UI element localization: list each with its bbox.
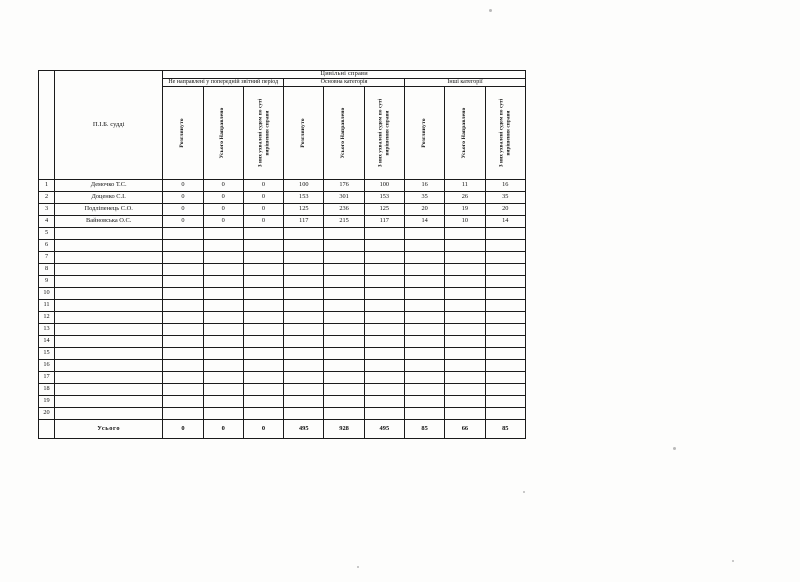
- data-cell: [485, 336, 525, 348]
- data-cell: [203, 384, 243, 396]
- data-cell: [203, 336, 243, 348]
- row-number: 16: [39, 360, 55, 372]
- data-cell: [324, 240, 364, 252]
- data-cell: [203, 276, 243, 288]
- total-value: 928: [324, 420, 364, 439]
- corner-cell-blank: [39, 71, 55, 180]
- data-cell: 35: [485, 192, 525, 204]
- data-cell: [243, 276, 283, 288]
- data-cell: [485, 288, 525, 300]
- subheader-adopted-by-court-1: З них ухвалені судом по суті вирішення справи: [243, 87, 283, 180]
- group-header-not-sent: Не направлені у попередній звітний період: [163, 78, 284, 87]
- data-cell: [284, 396, 324, 408]
- data-cell: [324, 312, 364, 324]
- subheader-total-sent-3: Усього Направлено: [445, 87, 485, 180]
- data-cell: [324, 300, 364, 312]
- data-cell: [243, 372, 283, 384]
- judge-name-cell: [55, 384, 163, 396]
- data-cell: [163, 228, 203, 240]
- data-cell: [364, 276, 404, 288]
- data-cell: [243, 336, 283, 348]
- data-cell: 0: [243, 192, 283, 204]
- judge-name-cell: [55, 408, 163, 420]
- data-cell: [485, 360, 525, 372]
- data-cell: [404, 396, 444, 408]
- table-row: [39, 372, 526, 384]
- data-cell: [324, 324, 364, 336]
- data-cell: [445, 264, 485, 276]
- data-cell: [445, 312, 485, 324]
- judge-name-cell: [55, 264, 163, 276]
- data-cell: 0: [243, 216, 283, 228]
- data-cell: 301: [324, 192, 364, 204]
- row-number: 20: [39, 408, 55, 420]
- row-number: 3: [39, 204, 55, 216]
- row-number: 10: [39, 288, 55, 300]
- data-cell: [445, 276, 485, 288]
- judge-name-header: П.І.Б. судді: [55, 71, 163, 180]
- data-cell: [163, 300, 203, 312]
- row-number: 19: [39, 396, 55, 408]
- data-cell: 10: [445, 216, 485, 228]
- total-row-number: [39, 420, 55, 439]
- row-number: 9: [39, 276, 55, 288]
- table-body: [39, 180, 526, 420]
- data-cell: [284, 360, 324, 372]
- data-cell: [404, 264, 444, 276]
- data-cell: [163, 372, 203, 384]
- data-cell: 14: [404, 216, 444, 228]
- data-cell: [284, 372, 324, 384]
- data-cell: 14: [485, 216, 525, 228]
- data-cell: [163, 360, 203, 372]
- judge-name-cell: [55, 348, 163, 360]
- judge-name-cell: [55, 324, 163, 336]
- scan-speck: [673, 447, 676, 450]
- judge-name-cell: Доценко С.І.: [55, 192, 163, 204]
- data-cell: [324, 288, 364, 300]
- data-cell: [364, 252, 404, 264]
- data-cell: [203, 372, 243, 384]
- row-number: 1: [39, 180, 55, 192]
- table-row: [39, 384, 526, 396]
- row-number: 11: [39, 300, 55, 312]
- judge-name-cell: [55, 336, 163, 348]
- data-cell: [284, 276, 324, 288]
- table-row: [39, 324, 526, 336]
- judge-name-cell: [55, 240, 163, 252]
- data-cell: [364, 372, 404, 384]
- total-row: [39, 420, 526, 439]
- data-cell: [445, 360, 485, 372]
- data-cell: [284, 408, 324, 420]
- data-cell: [364, 408, 404, 420]
- data-cell: [243, 396, 283, 408]
- data-cell: [324, 276, 364, 288]
- scan-speck: [357, 566, 359, 568]
- data-cell: [485, 348, 525, 360]
- data-cell: [324, 396, 364, 408]
- row-number: 12: [39, 312, 55, 324]
- data-cell: 0: [243, 204, 283, 216]
- data-cell: [284, 348, 324, 360]
- data-cell: [243, 228, 283, 240]
- data-cell: [203, 252, 243, 264]
- data-cell: [163, 240, 203, 252]
- total-value: 85: [404, 420, 444, 439]
- data-cell: [364, 300, 404, 312]
- data-cell: [284, 240, 324, 252]
- data-cell: [485, 300, 525, 312]
- table-row: [39, 312, 526, 324]
- judge-name-cell: [55, 288, 163, 300]
- data-cell: [203, 408, 243, 420]
- data-cell: [485, 264, 525, 276]
- table-header: [39, 71, 526, 180]
- row-number: 17: [39, 372, 55, 384]
- data-cell: [404, 384, 444, 396]
- data-cell: 16: [404, 180, 444, 192]
- data-cell: [404, 336, 444, 348]
- scan-speck: [523, 491, 525, 493]
- row-number: 13: [39, 324, 55, 336]
- subheader-adopted-by-court-2: З них ухвалені судом по суті вирішення справи: [364, 87, 404, 180]
- scan-speck: [489, 9, 492, 12]
- data-cell: [203, 264, 243, 276]
- table-row: [39, 228, 526, 240]
- data-cell: [284, 228, 324, 240]
- data-cell: 19: [445, 204, 485, 216]
- data-cell: [485, 396, 525, 408]
- data-cell: 20: [404, 204, 444, 216]
- data-cell: [284, 312, 324, 324]
- total-label: Усього: [55, 420, 163, 439]
- data-cell: [485, 312, 525, 324]
- data-cell: 0: [163, 216, 203, 228]
- data-cell: 35: [404, 192, 444, 204]
- data-cell: [243, 312, 283, 324]
- data-cell: 117: [364, 216, 404, 228]
- data-cell: 0: [163, 180, 203, 192]
- data-cell: [445, 384, 485, 396]
- report-table-container: [38, 70, 526, 439]
- data-cell: 0: [203, 180, 243, 192]
- data-cell: [324, 336, 364, 348]
- top-group-header: Цивільні справи: [163, 71, 526, 79]
- data-cell: [445, 324, 485, 336]
- data-cell: [364, 324, 404, 336]
- data-cell: 153: [284, 192, 324, 204]
- judge-name-cell: Демочко Т.С.: [55, 180, 163, 192]
- data-cell: [445, 240, 485, 252]
- subheader-considered-2: Розглянуто: [284, 87, 324, 180]
- data-cell: [404, 408, 444, 420]
- data-cell: 16: [485, 180, 525, 192]
- data-cell: 0: [203, 216, 243, 228]
- scan-speck: [732, 560, 734, 562]
- row-number: 6: [39, 240, 55, 252]
- judge-name-cell: [55, 396, 163, 408]
- subheader-considered-3: Розглянуто: [404, 87, 444, 180]
- table-row: [39, 348, 526, 360]
- subheader-adopted-by-court-3: З них ухвалені судом по суті вирішення справи: [485, 87, 525, 180]
- data-cell: [404, 288, 444, 300]
- data-cell: [163, 312, 203, 324]
- total-value: 495: [284, 420, 324, 439]
- data-cell: [163, 288, 203, 300]
- data-cell: 117: [284, 216, 324, 228]
- total-value: 0: [203, 420, 243, 439]
- total-value: 495: [364, 420, 404, 439]
- data-cell: [364, 312, 404, 324]
- data-cell: [203, 396, 243, 408]
- table-row: [39, 216, 526, 228]
- group-header-other-categories: Інші категорії: [404, 78, 525, 87]
- data-cell: [284, 300, 324, 312]
- data-cell: [163, 348, 203, 360]
- row-number: 18: [39, 384, 55, 396]
- data-cell: [324, 228, 364, 240]
- data-cell: [404, 360, 444, 372]
- data-cell: [324, 384, 364, 396]
- data-cell: [404, 372, 444, 384]
- table-row: [39, 360, 526, 372]
- data-cell: 215: [324, 216, 364, 228]
- judge-name-cell: [55, 252, 163, 264]
- data-cell: [284, 264, 324, 276]
- subheader-total-sent-2: Усього Направлено: [324, 87, 364, 180]
- table-row: [39, 264, 526, 276]
- data-cell: [324, 360, 364, 372]
- data-cell: [163, 324, 203, 336]
- data-cell: [324, 348, 364, 360]
- data-cell: 125: [284, 204, 324, 216]
- data-cell: [284, 336, 324, 348]
- table-row: [39, 252, 526, 264]
- table-row: [39, 276, 526, 288]
- table-row: [39, 180, 526, 192]
- data-cell: 0: [163, 192, 203, 204]
- judge-name-cell: Вайновська О.С.: [55, 216, 163, 228]
- table-row: [39, 408, 526, 420]
- data-cell: [203, 348, 243, 360]
- data-cell: 153: [364, 192, 404, 204]
- data-cell: [404, 276, 444, 288]
- data-cell: [243, 324, 283, 336]
- row-number: 15: [39, 348, 55, 360]
- data-cell: [485, 252, 525, 264]
- data-cell: [243, 264, 283, 276]
- data-cell: [163, 408, 203, 420]
- data-cell: [445, 396, 485, 408]
- table-row: [39, 240, 526, 252]
- data-cell: 0: [203, 192, 243, 204]
- total-value: 0: [243, 420, 283, 439]
- table-row: [39, 192, 526, 204]
- data-cell: [364, 396, 404, 408]
- data-cell: [284, 252, 324, 264]
- judge-name-cell: [55, 360, 163, 372]
- data-cell: [163, 396, 203, 408]
- data-cell: [364, 264, 404, 276]
- data-cell: [404, 228, 444, 240]
- data-cell: [404, 324, 444, 336]
- data-cell: 0: [243, 180, 283, 192]
- judge-name-cell: [55, 312, 163, 324]
- data-cell: [324, 372, 364, 384]
- data-cell: [163, 264, 203, 276]
- table-row: [39, 336, 526, 348]
- data-cell: 0: [203, 204, 243, 216]
- data-cell: [163, 384, 203, 396]
- data-cell: [445, 336, 485, 348]
- data-cell: [364, 240, 404, 252]
- data-cell: [445, 372, 485, 384]
- data-cell: [203, 300, 243, 312]
- data-cell: [324, 264, 364, 276]
- data-cell: [445, 228, 485, 240]
- data-cell: [364, 360, 404, 372]
- data-cell: [203, 360, 243, 372]
- data-cell: [163, 276, 203, 288]
- data-cell: [243, 288, 283, 300]
- total-value: 85: [485, 420, 525, 439]
- data-cell: [243, 408, 283, 420]
- data-cell: [243, 348, 283, 360]
- data-cell: [404, 312, 444, 324]
- judge-name-cell: [55, 300, 163, 312]
- judge-name-cell: Подліпенець С.О.: [55, 204, 163, 216]
- data-cell: [364, 228, 404, 240]
- data-cell: [243, 360, 283, 372]
- data-cell: [243, 300, 283, 312]
- group-header-main-category: Основна категорія: [284, 78, 405, 87]
- data-cell: [485, 384, 525, 396]
- data-cell: [404, 240, 444, 252]
- table-row: [39, 288, 526, 300]
- data-cell: [163, 252, 203, 264]
- data-cell: 20: [485, 204, 525, 216]
- data-cell: 100: [284, 180, 324, 192]
- data-cell: [445, 252, 485, 264]
- data-cell: [163, 336, 203, 348]
- data-cell: [445, 408, 485, 420]
- table-row: [39, 204, 526, 216]
- data-cell: [203, 312, 243, 324]
- data-cell: [485, 276, 525, 288]
- row-number: 2: [39, 192, 55, 204]
- data-cell: [364, 288, 404, 300]
- data-cell: 0: [163, 204, 203, 216]
- data-cell: [203, 228, 243, 240]
- data-cell: [364, 348, 404, 360]
- judges-civil-cases-table: [38, 70, 526, 439]
- data-cell: [243, 384, 283, 396]
- data-cell: [324, 408, 364, 420]
- judge-name-cell: [55, 276, 163, 288]
- data-cell: 236: [324, 204, 364, 216]
- data-cell: [404, 252, 444, 264]
- row-number: 5: [39, 228, 55, 240]
- row-number: 4: [39, 216, 55, 228]
- data-cell: 125: [364, 204, 404, 216]
- row-number: 14: [39, 336, 55, 348]
- data-cell: [404, 300, 444, 312]
- header-row-top-group: [39, 71, 526, 79]
- data-cell: [243, 252, 283, 264]
- data-cell: 176: [324, 180, 364, 192]
- table-row: [39, 396, 526, 408]
- data-cell: [485, 408, 525, 420]
- table-row: [39, 300, 526, 312]
- data-cell: [485, 372, 525, 384]
- row-number: 8: [39, 264, 55, 276]
- data-cell: [445, 348, 485, 360]
- judge-name-cell: [55, 228, 163, 240]
- data-cell: [485, 228, 525, 240]
- subheader-considered-1: Розглянуто: [163, 87, 203, 180]
- data-cell: [364, 336, 404, 348]
- data-cell: [445, 300, 485, 312]
- data-cell: 100: [364, 180, 404, 192]
- total-value: 0: [163, 420, 203, 439]
- data-cell: [284, 324, 324, 336]
- row-number: 7: [39, 252, 55, 264]
- data-cell: 11: [445, 180, 485, 192]
- table-footer: [39, 420, 526, 439]
- data-cell: [284, 288, 324, 300]
- data-cell: [203, 288, 243, 300]
- data-cell: [485, 324, 525, 336]
- data-cell: [324, 252, 364, 264]
- data-cell: [445, 288, 485, 300]
- subheader-total-sent-1: Усього Направлено: [203, 87, 243, 180]
- data-cell: [364, 384, 404, 396]
- judge-name-cell: [55, 372, 163, 384]
- data-cell: [404, 348, 444, 360]
- total-value: 66: [445, 420, 485, 439]
- data-cell: [203, 324, 243, 336]
- data-cell: [284, 384, 324, 396]
- data-cell: [203, 240, 243, 252]
- data-cell: [243, 240, 283, 252]
- data-cell: [485, 240, 525, 252]
- data-cell: 26: [445, 192, 485, 204]
